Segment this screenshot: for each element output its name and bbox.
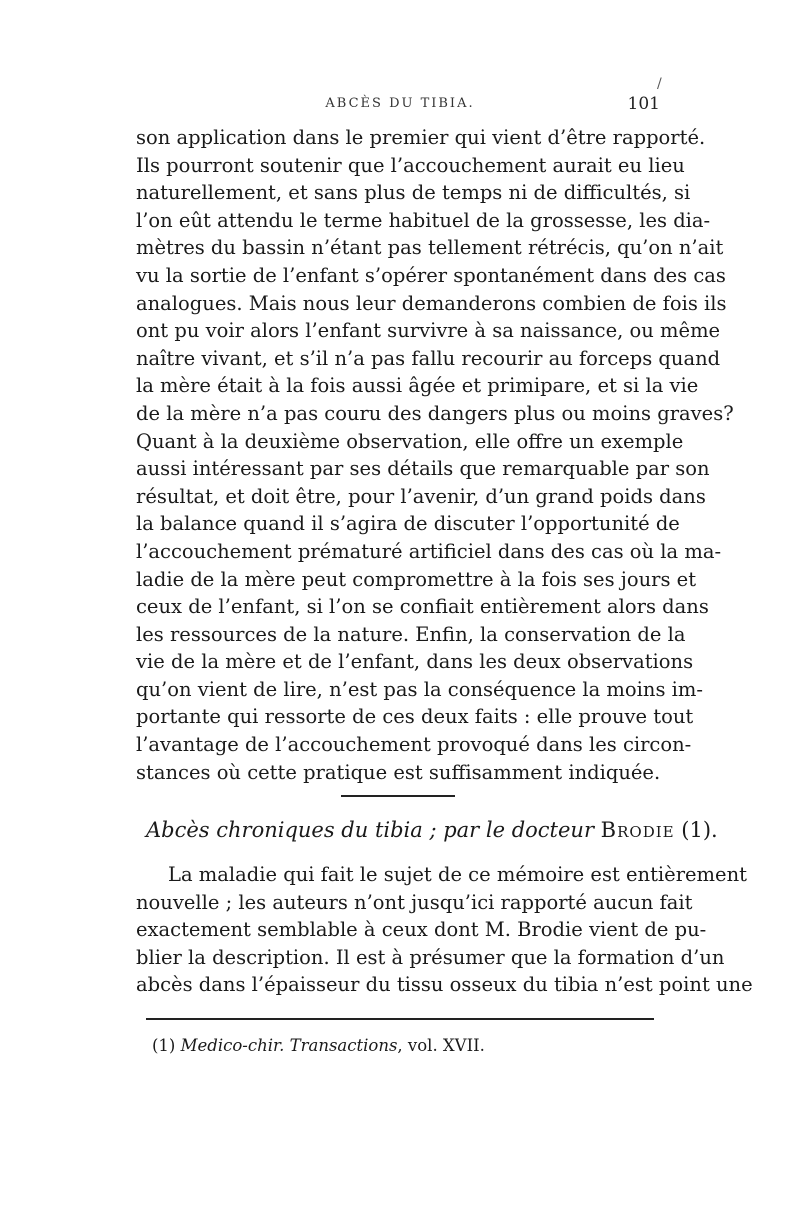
corner-mark: / (657, 76, 662, 92)
footnote-volume: , vol. XVII. (397, 1036, 485, 1055)
text-line: ladie de la mère peut compromettre à la fois ses jours et (136, 567, 697, 591)
page-header (136, 96, 664, 120)
text-line: portante qui ressorte de ces deux faits : elle prouve tout (136, 705, 694, 729)
section-divider (341, 795, 455, 797)
text-line: qu’on vient de lire, n’est pas la conséquence la moins im- (136, 677, 703, 701)
footnote (152, 1036, 485, 1055)
text-line: son application dans le premier qui vient d’être rapporté. (136, 126, 706, 149)
footnote-journal: Medico-chir. Transactions (180, 1036, 398, 1055)
paragraph (136, 124, 734, 786)
text-line: naître vivant, et s’il n’a pas fallu recourir au forceps quand (136, 346, 721, 370)
footnote-marker: (1) (152, 1036, 176, 1055)
text-line: Ils pourront soutenir que l’accouchement aurait eu lieu (136, 153, 685, 177)
text-line: l’accouchement prématuré artificiel dans des cas où la ma- (136, 539, 722, 563)
text-line: vie de la mère et de l’enfant, dans les deux observations (136, 650, 694, 674)
running-title: ABCÈS DU TIBIA. (325, 96, 475, 111)
article-paragraph (136, 861, 753, 999)
text-line: la balance quand il s’agira de discuter l’opportunité de (136, 512, 680, 536)
text-line: vu la sortie de l’enfant s’opérer spontanément dans des cas (136, 263, 726, 287)
text-line: analogues. Mais nous leur demanderons combien de fois ils (136, 291, 727, 315)
text-line: blier la description. Il est à présumer que la formation d’un (136, 945, 725, 969)
article-author: Brodie (600, 818, 675, 842)
text-line: l’avantage de l’accouchement provoqué dans les circon- (136, 733, 692, 757)
article-heading (146, 818, 718, 842)
page-number: 101 (627, 94, 660, 114)
text-line: l’on eût attendu le terme habituel de la grossesse, les dia- (136, 208, 711, 232)
text-line: ceux de l’enfant, si l’on se confiait entièrement alors dans (136, 595, 709, 619)
text-line: mètres du bassin n’étant pas tellement rétrécis, qu’on n’ait (136, 236, 724, 260)
text-line: résultat, et doit être, pour l’avenir, d’un grand poids dans (136, 484, 706, 508)
text-line: aussi intéressant par ses détails que remarquable par son (136, 457, 710, 481)
text-line: La maladie qui fait le sujet de ce mémoire est entièrement (168, 863, 747, 886)
text-line: nouvelle ; les auteurs n’ont jusqu’ici rapporté aucun fait (136, 890, 693, 914)
text-line: les ressources de la nature. Enfin, la conservation de la (136, 622, 686, 646)
text-line: de la mère n’a pas couru des dangers plus ou moins graves? (136, 401, 734, 425)
text-line: abcès dans l’épaisseur du tissu osseux du tibia n’est point une (136, 973, 753, 997)
text-line: stances où cette pratique est suffisamment indiquée. (136, 760, 661, 784)
footnote-divider (146, 1018, 654, 1020)
continued-paragraph (136, 124, 734, 786)
footnote-reference: (1). (681, 818, 718, 842)
text-line: ont pu voir alors l’enfant survivre à sa naissance, ou même (136, 319, 721, 343)
text-line: naturellement, et sans plus de temps ni de difficultés, si (136, 181, 691, 205)
text-line: Quant à la deuxième observation, elle offre un exemple (136, 429, 684, 453)
text-line: la mère était à la fois aussi âgée et primipare, et si la vie (136, 374, 699, 398)
text-line: exactement semblable à ceux dont M. Brodie vient de pu- (136, 918, 707, 942)
article-title: Abcès chroniques du tibia ; par le docteur (146, 818, 594, 842)
